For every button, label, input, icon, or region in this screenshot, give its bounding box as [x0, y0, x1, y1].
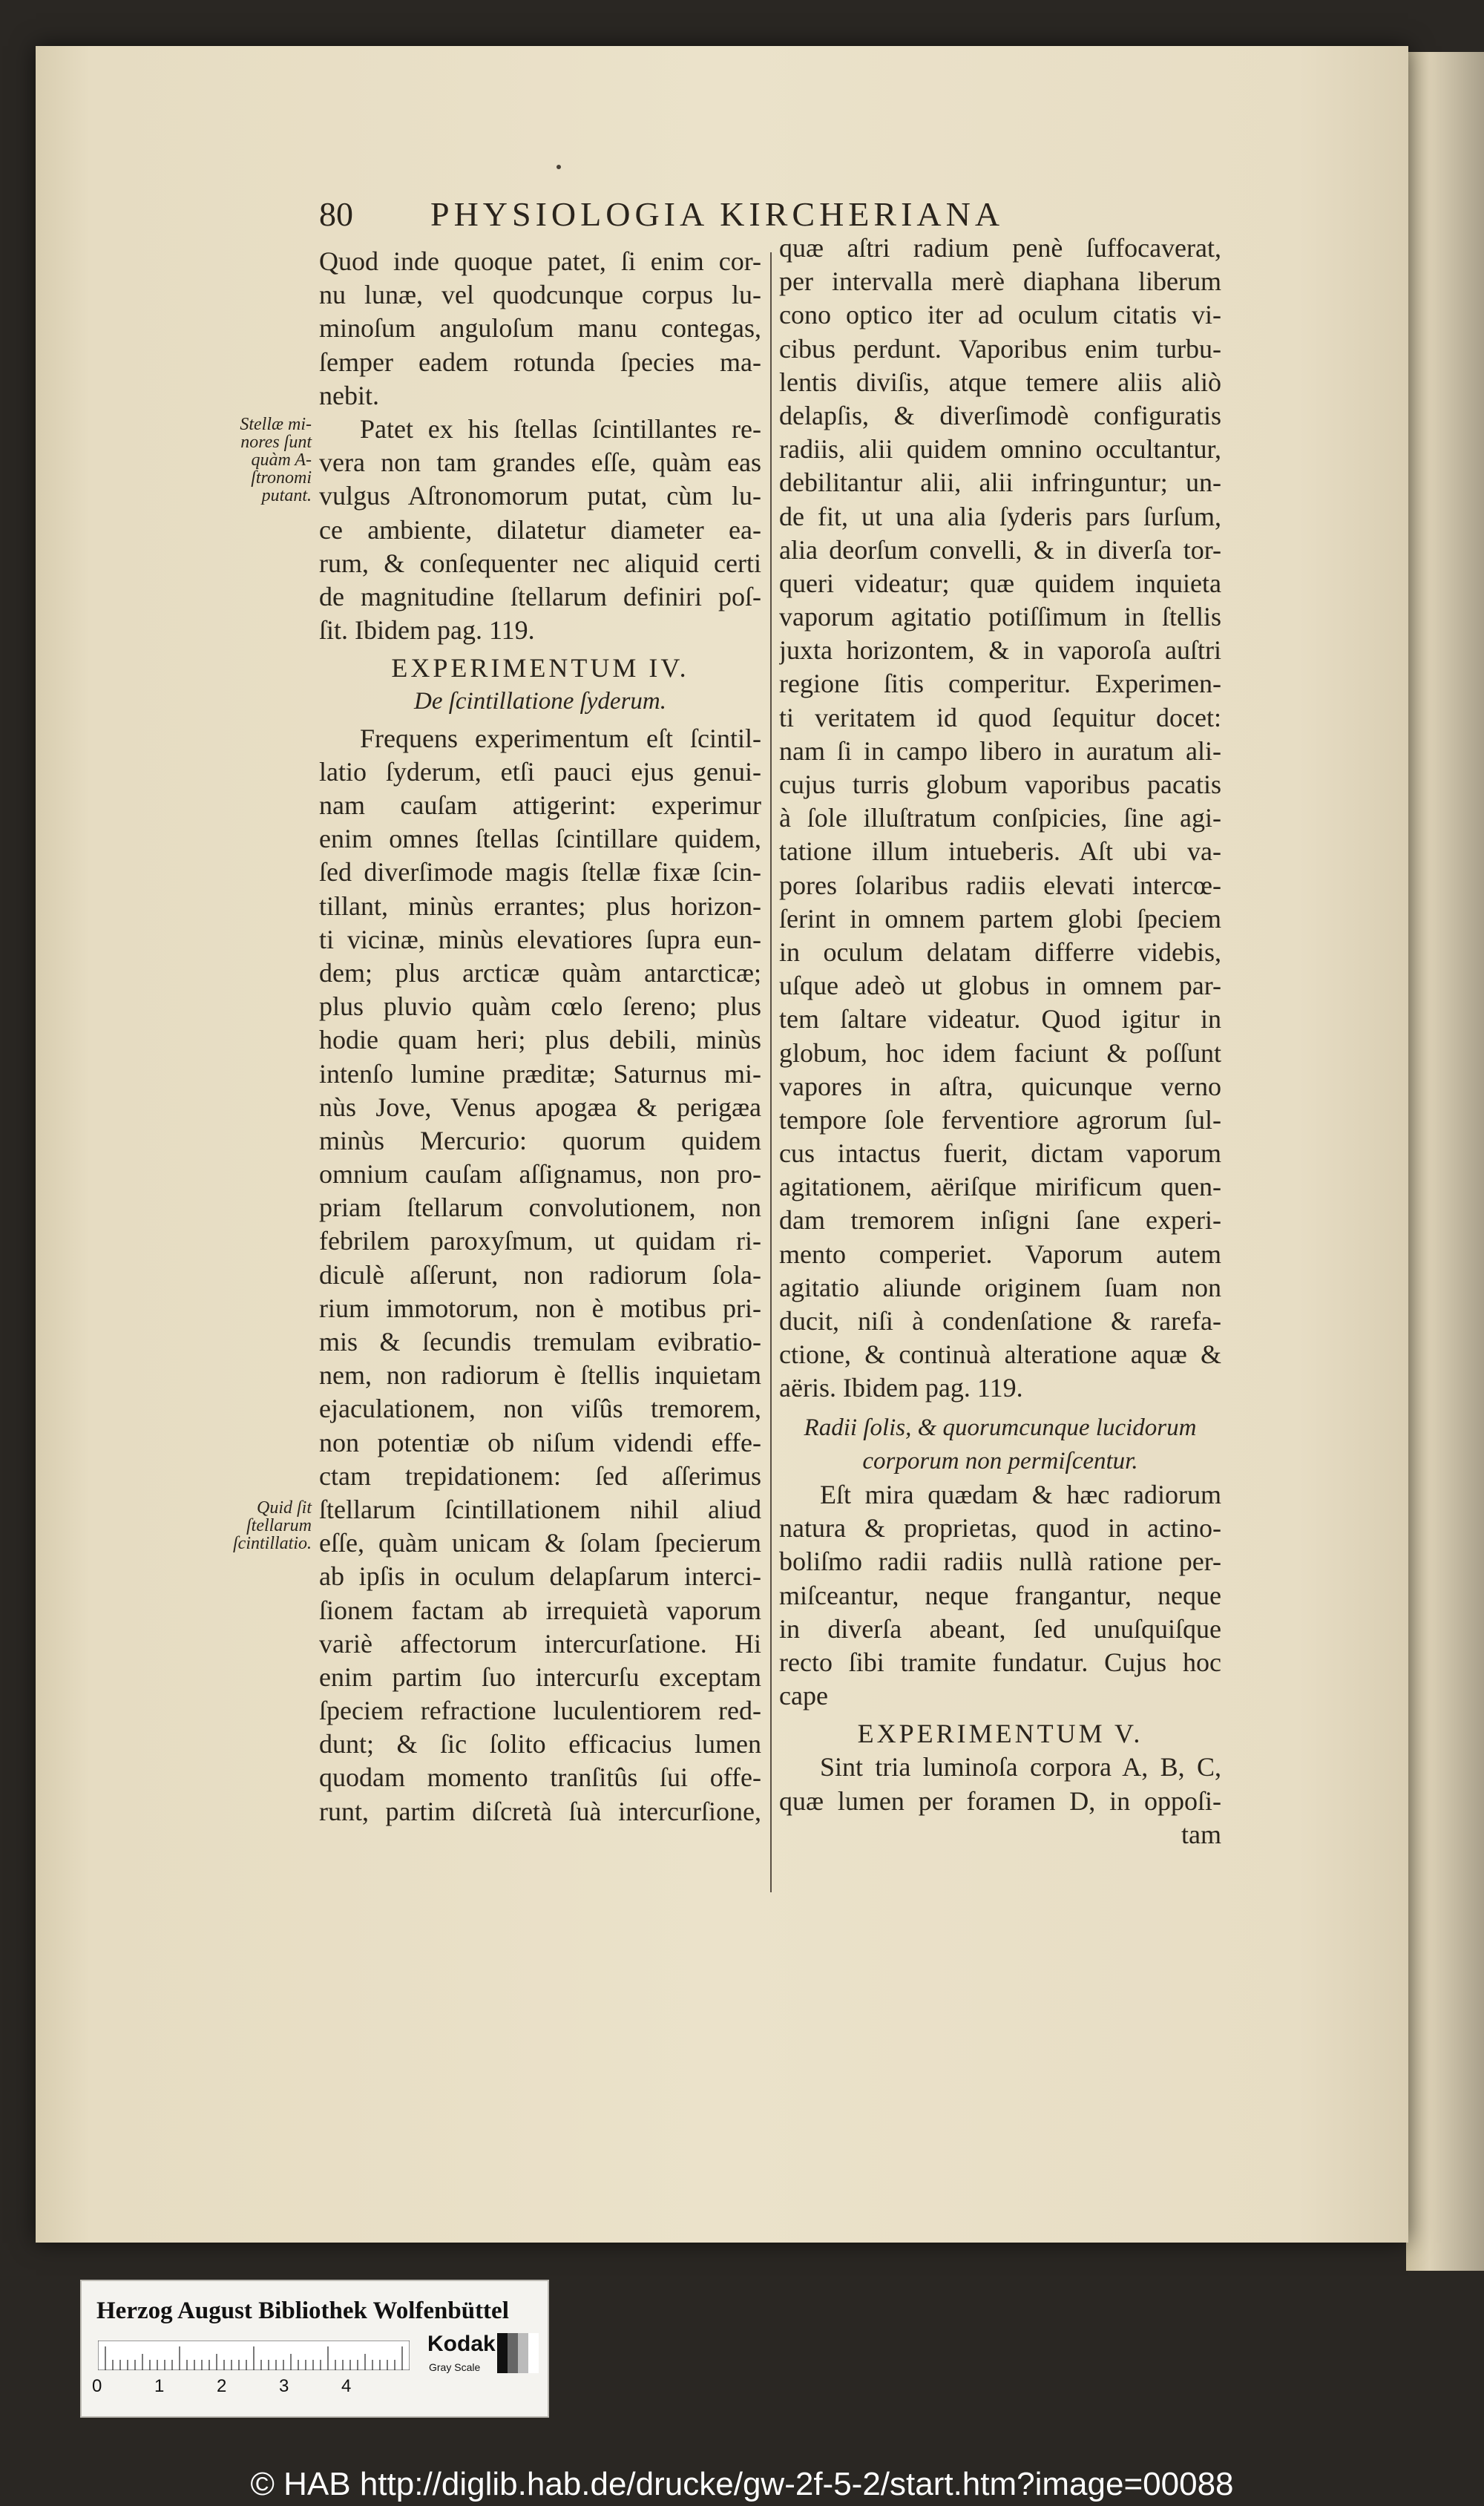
text-line: quodam momento tranſitûs ſui offe- — [319, 1762, 761, 1793]
text-line: nùs Jove, Venus apogæa & perigæa — [319, 1092, 761, 1122]
text-line: ejaculationem, non viſûs tremorem, — [319, 1394, 761, 1424]
text-line: cono optico iter ad oculum citatis vi- — [779, 300, 1221, 330]
text-line: cape — [779, 1681, 828, 1711]
marginal-note: Quid ſit ſtellarum ſcintillatio. — [233, 1498, 312, 1553]
text-line: ſtellarum ſcintillationem nihil aliud — [319, 1494, 761, 1524]
text-line: cibus perdunt. Vaporibus enim turbu- — [779, 333, 1221, 364]
text-line: cujus turris globum vaporibus pacatis — [779, 770, 1221, 799]
text-line: de magnitudine ſtellarum definiri poſ- — [319, 581, 761, 611]
text-line: ſerint in omnem partem globi ſpeciem — [779, 903, 1221, 934]
copyright-footer: © HAB http://diglib.hab.de/drucke/gw-2f-5-2/start.htm?image=00088 — [250, 2466, 1234, 2502]
text-line: dunt; & ſic ſolito efficacius lumen — [319, 1729, 761, 1759]
text-line: minùs Mercurio: quorum quidem — [319, 1125, 761, 1155]
section-heading: EXPERIMENTUM V. — [857, 1719, 1143, 1749]
text-line: nam ſi in campo libero in auratum ali- — [779, 735, 1221, 766]
text-line: tillant, minùs errantes; plus horizon- — [319, 890, 761, 921]
text-line: uſque adeò ut globus in omnem par- — [779, 971, 1221, 1001]
text-line: ſemper eadem rotunda ſpecies ma- — [319, 347, 761, 377]
page-number: 80 — [319, 195, 353, 233]
text-line: natura & proprietas, quod in actino- — [779, 1513, 1221, 1544]
text-line: Frequens experimentum eſt ſcintil- — [360, 723, 761, 753]
ink-dot — [556, 165, 561, 169]
text-line: alia deorſum convelli, & in diverſa tor- — [779, 534, 1221, 565]
text-line: rum, & conſequenter nec aliquid certi — [319, 548, 761, 578]
text-line: vulgus Aſtronomorum putat, cùm lu- — [319, 481, 761, 511]
text-line: cus intactus fuerit, dictam vaporum — [779, 1138, 1221, 1169]
text-line: queri videatur; quæ quidem inquieta — [779, 568, 1221, 598]
text-line: dem; plus arcticæ quàm antarcticæ; — [319, 957, 761, 988]
text-line: mento comperiet. Vaporum autem — [779, 1239, 1221, 1269]
text-line: hodie quam heri; plus debili, minùs — [319, 1025, 761, 1055]
gray-swatches — [497, 2333, 539, 2373]
text-line: variè affectorum intercurſatione. Hi — [319, 1628, 761, 1659]
text-line: enim partim ſuo intercurſu exceptam — [319, 1662, 761, 1692]
right-column — [779, 232, 1221, 1851]
section-subheading: Radii ſolis, & quorumcunque lucidorum — [804, 1414, 1197, 1441]
text-line: ti vicinæ, minùs elevatiores ſupra eun- — [319, 924, 761, 954]
text-line: regione ſitis comperitur. Experimen- — [779, 669, 1221, 699]
text-line: ti veritatem id quod ſequitur docet: — [779, 702, 1221, 732]
text-line: radiis, alii quidem omnino occultantur, — [779, 434, 1221, 465]
text-line: ctione, & continuà alteratione aquæ & — [779, 1339, 1221, 1370]
text-line: quæ lumen per foramen D, in oppoſi- — [779, 1785, 1221, 1816]
text-line: à ſole illuſtratum conſpicies, ſine agi- — [779, 803, 1221, 833]
kodak-label: Kodak — [427, 2332, 496, 2356]
text-line: ſed diverſimode magis ſtellæ fixæ ſcin- — [319, 857, 761, 888]
text-line: juxta horizontem, & in vaporoſa auſtri — [779, 635, 1221, 666]
color-calibration-card: Herzog August Bibliothek Wolfenbüttel 0 1 2 3 4 Kodak Gray Scale — [80, 2280, 549, 2418]
running-title: PHYSIOLOGIA KIRCHERIANA — [430, 195, 1005, 233]
text-line: vapores in aſtra, quicunque verno — [779, 1071, 1221, 1101]
text-line: tatione illum intueberis. Aſt ubi va- — [779, 836, 1221, 867]
text-line: lentis diviſis, atque temere aliis aliò — [779, 367, 1221, 397]
page-edge — [1406, 52, 1484, 2271]
text-line: priam ſtellarum convolutionem, non — [319, 1193, 761, 1223]
text-line: ab ipſis in oculum delapſarum interci- — [319, 1561, 761, 1592]
text-line: Quod inde quoque patet, ſi enim cor- — [319, 246, 761, 276]
section-subheading: De ſcintillatione ſyderum. — [413, 688, 666, 715]
text-line: dam tremorem inſigni ſane experi- — [779, 1205, 1221, 1236]
text-line: recto ſibi tramite fundatur. Cujus hoc — [779, 1647, 1221, 1677]
text-line: diculè aſſerunt, non radiorum ſola- — [319, 1259, 761, 1290]
text-line: agitatio aliunde originem ſuam non — [779, 1272, 1221, 1302]
text-line: omnium cauſam aſſignamus, non pro- — [319, 1159, 761, 1190]
text-line: runt, partim diſcretà ſuà intercurſione, — [319, 1796, 761, 1826]
text-line: ctam trepidationem: ſed aſſerimus — [319, 1460, 761, 1491]
text-line: aëris. Ibidem pag. 119. — [779, 1373, 1023, 1403]
text-line: enim omnes ſtellas ſcintillare quidem, — [319, 824, 761, 854]
text-line: Patet ex his ſtellas ſcintillantes re- — [360, 413, 761, 444]
gray-scale-label: Gray Scale — [429, 2361, 481, 2373]
text-line: latio ſyderum, etſi pauci ejus genui- — [319, 756, 761, 787]
text-line: ducit, niſi à condenſatione & rarefa- — [779, 1306, 1221, 1336]
text-line: agitationem, aëriſque mirificum quen- — [779, 1172, 1221, 1202]
text-line: minoſum anguloſum manu contegas, — [319, 313, 761, 344]
text-line: boliſmo radii radiis nullà ratione per- — [779, 1546, 1221, 1577]
text-line: miſceantur, neque frangantur, neque — [779, 1580, 1221, 1610]
text-line: rium immotorum, non è motibus pri- — [319, 1293, 761, 1323]
text-line: tem ſaltare videatur. Quod igitur in — [779, 1004, 1221, 1034]
catchword: tam — [1181, 1819, 1221, 1849]
text-line: non potentiæ ob niſum videndi effe- — [319, 1427, 761, 1457]
text-line: globum, hoc idem faciunt & poſſunt — [779, 1037, 1221, 1068]
text-line: pores ſolaribus radiis elevati intercœ- — [779, 870, 1221, 900]
text-line: debilitantur alii, alii infringuntur; un- — [779, 468, 1221, 498]
library-name: Herzog August Bibliothek Wolfenbüttel — [96, 2297, 509, 2324]
text-line: eſſe, quàm unicam & ſolam ſpecierum — [319, 1528, 761, 1558]
text-line: plus pluvio quàm cœlo ſereno; plus — [319, 991, 761, 1022]
left-column — [319, 245, 761, 1828]
text-line: quæ aſtri radium penè ſuffocaverat, — [779, 233, 1221, 263]
text-line: per intervalla merè diaphana liberum — [779, 266, 1221, 297]
text-line: ſionem factam ab irrequietà vaporum — [319, 1595, 761, 1625]
measure-ruler — [98, 2341, 410, 2370]
text-line: ce ambiente, dilatetur diameter ea- — [319, 514, 761, 545]
text-line: nam cauſam attigerint: experimur — [319, 790, 761, 821]
text-line: intenſo lumine præditæ; Saturnus mi- — [319, 1058, 761, 1089]
column-rule — [770, 252, 772, 1892]
text-line: nem, non radiorum è ſtellis inquietam — [319, 1360, 761, 1391]
text-line: ſpeciem refractione luculentiorem red- — [319, 1696, 761, 1726]
text-line: febrilem paroxyſmum, ut quidam ri- — [319, 1226, 761, 1256]
marginal-note: Stellæ mi- nores ſunt quàm A- ſtronomi putant. — [240, 415, 312, 505]
text-line: in oculum delatam differre videbis, — [779, 937, 1221, 967]
text-line: in diverſa abeant, ſed unuſquiſque — [779, 1613, 1221, 1644]
section-heading: EXPERIMENTUM IV. — [391, 653, 689, 683]
running-head — [319, 194, 1221, 234]
text-line: vaporum agitatio potiſſimum in ſtellis — [779, 602, 1221, 632]
text-line: nebit. — [319, 380, 379, 410]
text-line: nu lunæ, vel quodcunque corpus lu- — [319, 280, 761, 310]
text-line: tempore ſole ferventiore agrorum ſul- — [779, 1104, 1221, 1135]
text-line: ſit. Ibidem pag. 119. — [319, 615, 535, 646]
text-line: vera non tam grandes eſſe, quàm eas — [319, 447, 761, 478]
text-line: Eſt mira quædam & hæc radiorum — [820, 1479, 1221, 1509]
text-line: Sint tria luminoſa corpora A, B, C, — [820, 1752, 1221, 1782]
section-subheading: corporum non permiſcentur. — [862, 1447, 1138, 1475]
text-line: mis & ſecundis tremulam evibratio- — [319, 1327, 761, 1357]
text-line: de fit, ut una alia ſyderis pars ſurſum, — [779, 501, 1221, 531]
text-line: delapſis, & diverſimodè configuratis — [779, 400, 1221, 430]
